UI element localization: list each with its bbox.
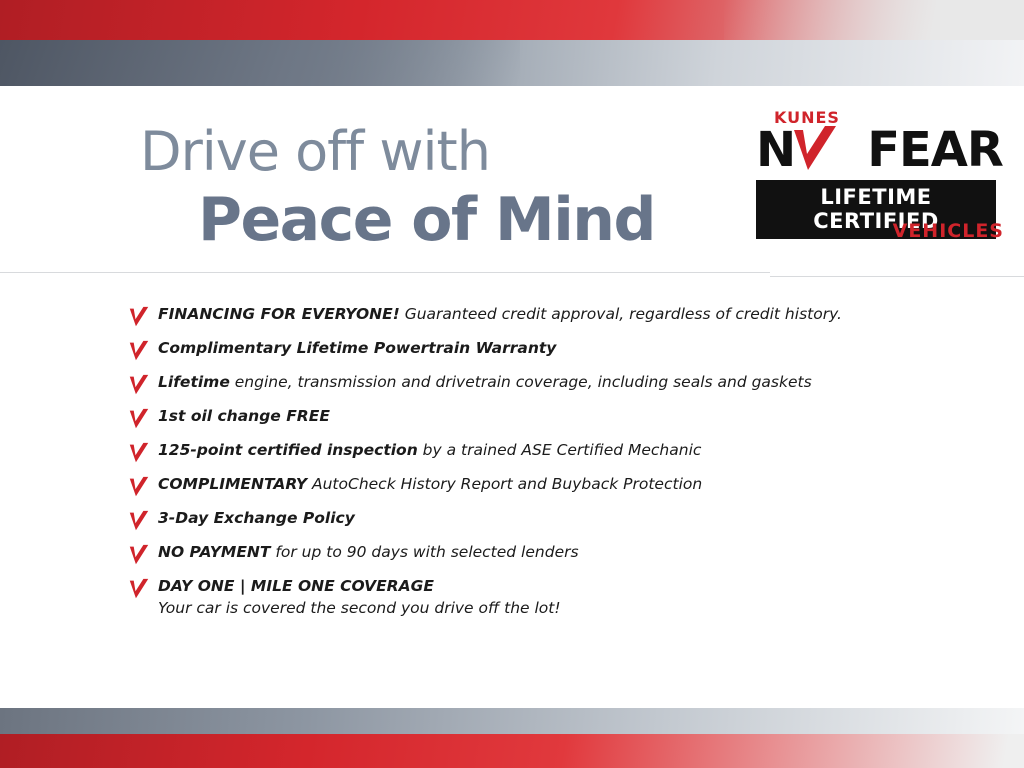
feature-text-bold: Lifetime [158,373,230,391]
feature-item [128,475,958,498]
feature-text-rest: by a trained ASE Certified Mechanic [417,441,702,459]
feature-text-bold: 1st oil change FREE [158,407,330,425]
top-banner-bars [0,0,1024,86]
feature-item [128,373,958,396]
feature-text [158,373,812,392]
feature-text-bold: 3-Day Exchange Policy [158,509,355,527]
bottom-gray-band [0,708,1024,734]
feature-list [128,305,958,630]
headline [140,120,760,255]
feature-text-rest: Guaranteed credit approval, regardless of credit history. [399,305,842,323]
feature-text [158,577,561,619]
feature-text [158,509,355,528]
feature-text [158,407,330,426]
feature-text-rest: for up to 90 days with selected lenders [270,543,579,561]
logo-wordmark-prefix: N [756,122,796,178]
feature-text-bold: FINANCING FOR EVERYONE! [158,305,400,323]
check-icon [128,374,150,396]
feature-text [158,475,702,494]
feature-item [128,339,958,362]
feature-item [128,407,958,430]
feature-item [128,543,958,566]
feature-text-bold: COMPLIMENTARY [158,475,308,493]
check-icon [128,476,150,498]
no-fear-logo [756,108,1006,248]
logo-brand-name: KUNES [774,108,840,127]
headline-line-2: Peace of Mind [198,184,655,255]
check-icon [128,408,150,430]
feature-text-bold: Complimentary Lifetime Powertrain Warranty [158,339,557,357]
top-red-band [0,0,1024,40]
feature-text [158,339,556,358]
bottom-banner-bars [0,708,1024,768]
check-icon [128,578,150,600]
check-icon [128,544,150,566]
check-icon [128,510,150,532]
feature-item [128,509,958,532]
check-icon [128,442,150,464]
check-icon [128,340,150,362]
feature-item [128,441,958,464]
feature-text-bold: NO PAYMENT [158,543,271,561]
check-icon [128,306,150,328]
feature-item [128,305,958,328]
feature-text-bold: 125-point certified inspection [158,441,418,459]
logo-wordmark-suffix: FEAR [867,122,1003,178]
headline-line-1: Drive off with [140,120,490,183]
feature-text [158,441,701,460]
feature-text-bold: DAY ONE | MILE ONE COVERAGE [158,577,434,595]
logo-subtitle: VEHICLES [892,220,1004,242]
feature-text [158,543,579,562]
feature-text [158,305,842,324]
top-gray-band [0,40,1024,86]
bottom-red-band [0,734,1024,768]
headline-divider [0,272,770,273]
headline-divider-right [770,276,1024,277]
feature-text-rest: engine, transmission and drivetrain coverage, including seals and gaskets [229,373,812,391]
feature-text-subline: Your car is covered the second you drive off the lot! [158,599,561,618]
feature-item [128,577,958,619]
feature-text-rest: AutoCheck History Report and Buyback Protection [307,475,703,493]
logo-banner: LIFETIME CERTIFIED [756,180,996,239]
check-icon [792,124,838,174]
